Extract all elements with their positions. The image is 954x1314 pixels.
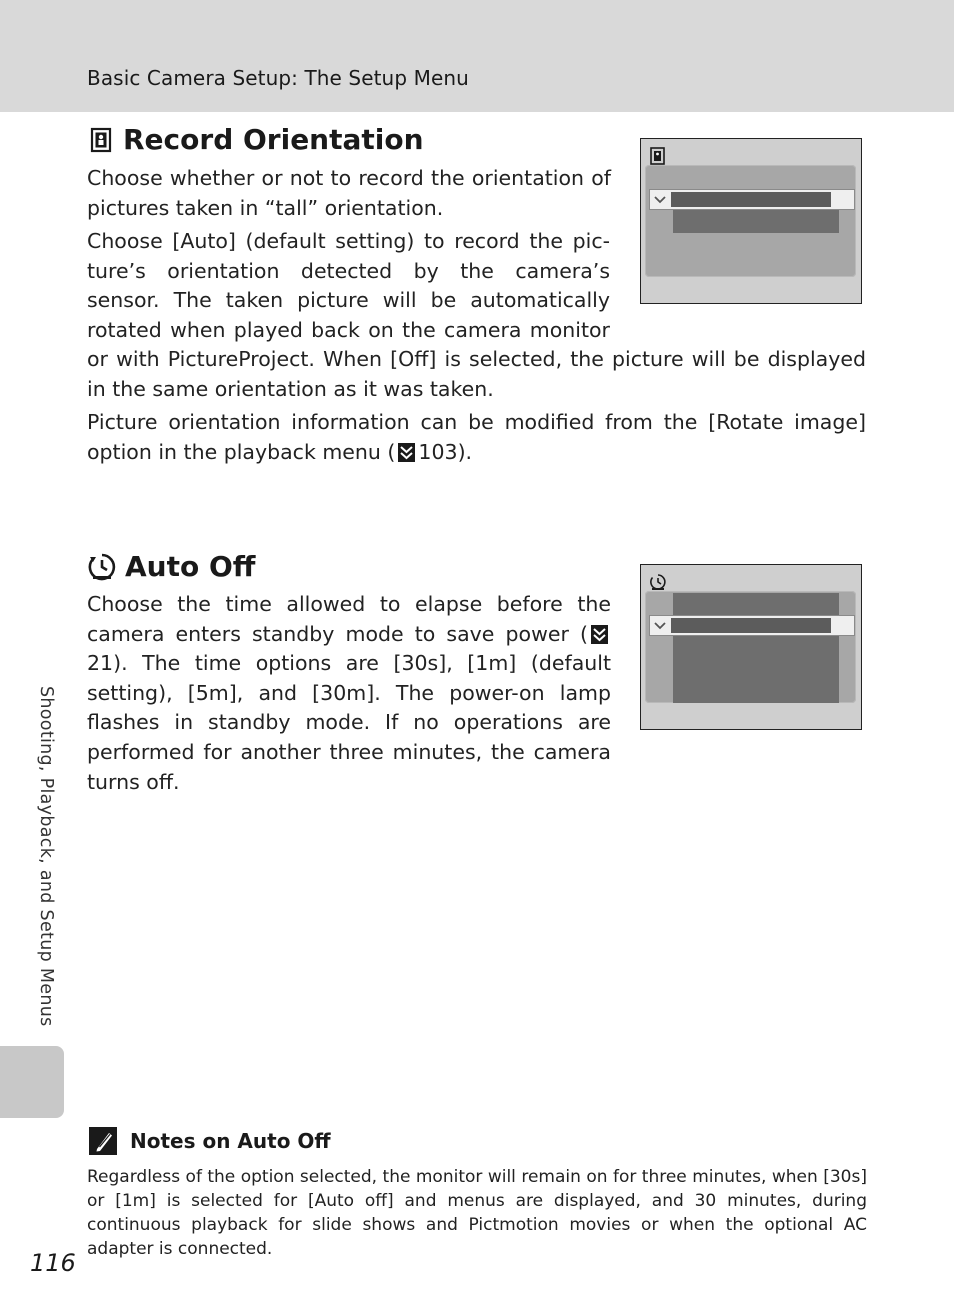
para3-text-start: Picture orientation information can be modified from the [Rotate image] option in the playback menu ( [87,410,866,464]
selected-option-row[interactable] [649,615,855,636]
note-body: Regardless of the option selected, the monitor will remain on for three minutes, when [30s] or [1m] is selected for [Auto off] and menus are displayed, and 30 minutes, during continuous playback for slide shows and Pictmotion movies or when the optional AC adapter is connected. [87,1167,867,1259]
chapter-tab[interactable] [0,1046,64,1118]
page-reference-icon [398,443,415,462]
auto-off-title: Auto Off [125,550,256,583]
menu-options-area [673,593,839,703]
chapter-side-label: Shooting, Playback, and Setup Menus [36,686,56,1027]
header-title: Basic Camera Setup: The Setup Menu [87,66,469,90]
auto-off-heading [87,550,255,583]
note-title: Notes on Auto Off [130,1129,331,1153]
record-orientation-icon [649,147,667,165]
auto-off-text-start: Choose the time allowed to elapse before the camera enters standby mode to save power ( [87,592,611,646]
header-band [0,0,954,112]
page-reference-icon [591,625,608,644]
page-number: 116 [30,1249,76,1277]
option-highlight [671,618,831,633]
menu-panel [645,591,856,703]
auto-off-para [87,590,611,797]
record-orientation-screen [640,138,862,304]
menu-panel [645,165,856,277]
auto-off-timer-icon [87,552,117,582]
para3-text-end: ). [457,439,473,464]
auto-off-text-end: ). The time options are [30s], [1m] (default setting), [5m], and [30m]. The power-on lamp flashes in standby mode. If no operations are performed for another three minutes, the camera turns off. [87,651,611,794]
checkmark-icon [653,193,667,205]
auto-off-timer-icon [649,573,667,591]
selected-option-row[interactable] [649,189,855,210]
pencil-note-icon [89,1127,117,1155]
auto-off-ref-page[interactable]: 21 [87,651,114,676]
auto-off-screen [640,564,862,730]
record-orientation-para1: Choose whether or not to record the orientation of pictures taken in “tall” orientation. [87,166,611,220]
record-orientation-para2-text: Choose [Auto] (default setting) to record the picture’s orientation detected by the camera’s sensor. The taken picture will be automatically rotated when played back on the camera monitor or with PictureProject. When [Off] is selected, the picture will be displayed in the same orientation as it was taken. [87,229,866,401]
checkmark-icon [653,619,667,631]
record-orientation-title: Record Orientation [123,123,424,156]
para3-ref-page[interactable]: 103 [418,439,458,464]
record-orientation-para3 [87,408,866,467]
record-orientation-heading [87,123,424,156]
record-orientation-icon [87,126,115,154]
note-heading [89,1127,331,1155]
option-highlight [671,192,831,207]
